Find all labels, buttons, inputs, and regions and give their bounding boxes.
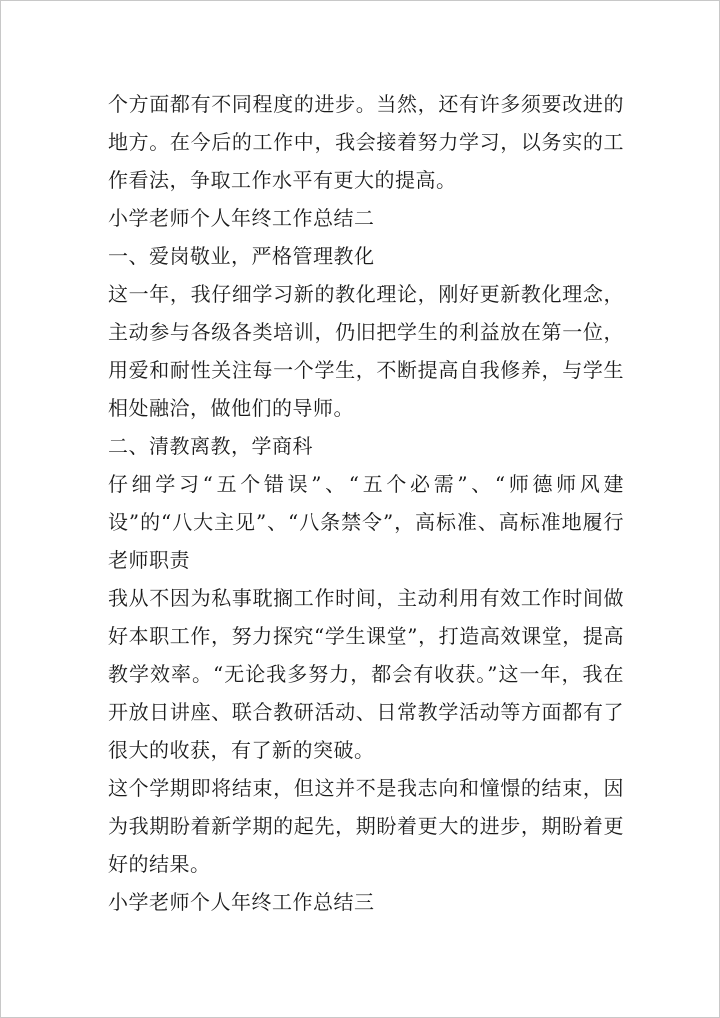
subheading-teaching-ethics: 二、清教离教，学商科 [108,434,313,458]
section-heading-summary-two: 小学老师个人年终工作总结二 [108,206,375,230]
section-heading-summary-three: 小学老师个人年终工作总结三 [108,890,375,914]
subheading-dedication: 一、爱岗敬业，严格管理教化 [108,244,375,268]
paragraph-semester-end: 这个学期即将结束，但这并不是我志向和憧憬的结束，因为我期盼着新学期的起先，期盼着更大的进步，期盼着更好的结果。 [108,776,624,876]
paragraph-work-efficiency: 我从不因为私事耽搁工作时间，主动利用有效工作时间做好本职工作，努力探究“学生课堂”，打造高效课堂，提高教学效率。“无论我多努力，都会有收获。”这一年，我在开放日讲座、联合教研活动、日常教学活动等方面都有了很大的收获，有了新的突破。 [108,586,624,762]
document-body [108,85,624,921]
paragraph-dedication: 这一年，我仔细学习新的教化理论，刚好更新教化理念，主动参与各级各类培训，仍旧把学生的利益放在第一位，用爱和耐性关注每一个学生，不断提高自我修养，与学生相处融洽，做他们的导师。 [108,282,624,420]
paragraph-intro-continuation: 个方面都有不同程度的进步。当然，还有许多须要改进的地方。在今后的工作中，我会接着努力学习，以务实的工作看法，争取工作水平有更大的提高。 [108,92,624,192]
paragraph-teaching-ethics: 仔细学习“五个错误”、“五个必需”、“师德师风建设”的“八大主见”、“八条禁令”，高标准、高标准地履行老师职责 [108,472,624,572]
